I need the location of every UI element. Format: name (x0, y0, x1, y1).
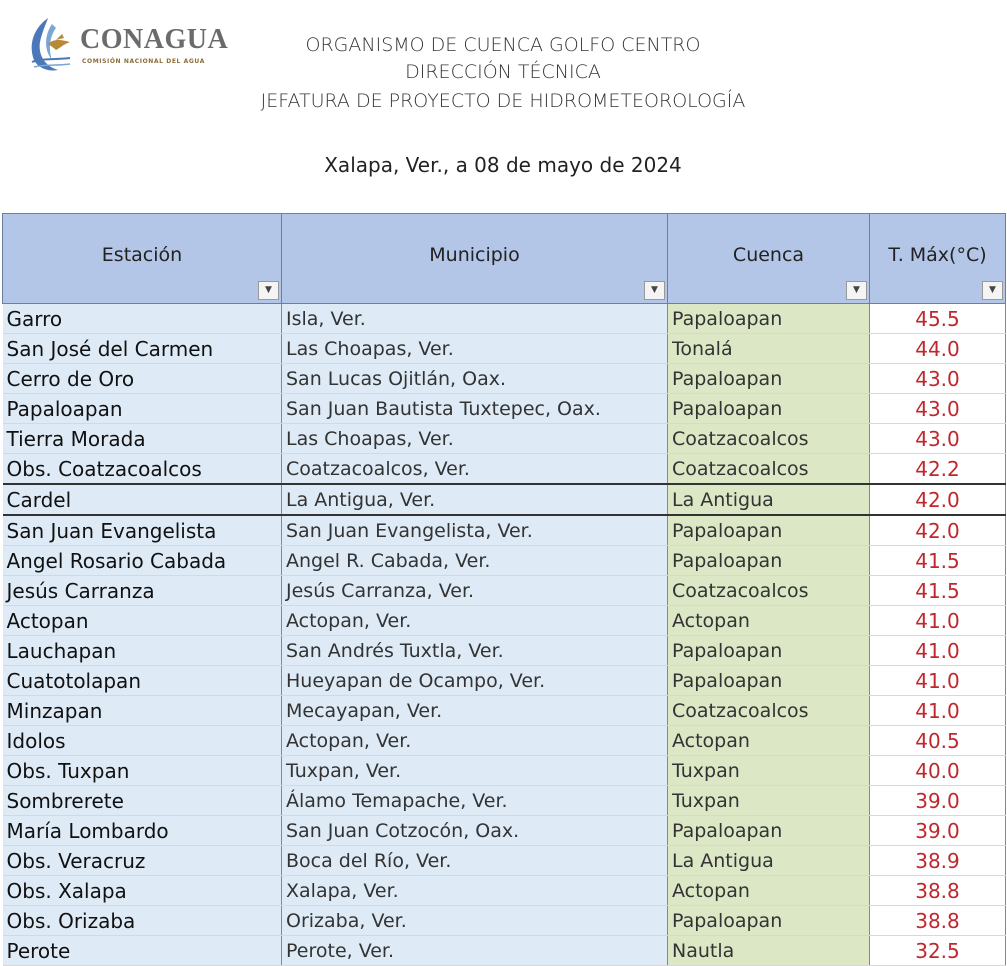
basin-cell: Coatzacoalcos (668, 424, 870, 454)
basin-cell: Coatzacoalcos (668, 454, 870, 485)
basin-cell: Tuxpan (668, 756, 870, 786)
municipality-cell: La Antigua, Ver. (282, 484, 668, 515)
max-temp-cell: 42.0 (870, 484, 1006, 515)
table-row (3, 756, 1006, 786)
basin-cell: Papaloapan (668, 304, 870, 334)
basin-cell: Actopan (668, 606, 870, 636)
municipality-cell: San Juan Cotzocón, Oax. (282, 816, 668, 846)
municipality-cell: Isla, Ver. (282, 304, 668, 334)
table-row (3, 515, 1006, 546)
basin-cell: Papaloapan (668, 666, 870, 696)
table-row (3, 726, 1006, 756)
table-row (3, 424, 1006, 454)
max-temp-cell: 43.0 (870, 394, 1006, 424)
station-cell: Obs. Veracruz (3, 846, 282, 876)
station-cell: María Lombardo (3, 816, 282, 846)
column-label: Estación (101, 243, 183, 266)
municipality-cell: San Lucas Ojitlán, Oax. (282, 364, 668, 394)
station-cell: Actopan (3, 606, 282, 636)
max-temp-cell: 43.0 (870, 424, 1006, 454)
max-temp-cell: 39.0 (870, 786, 1006, 816)
conagua-emblem-icon (26, 14, 76, 74)
table-row (3, 364, 1006, 394)
table-row (3, 334, 1006, 364)
municipality-cell: Las Choapas, Ver. (282, 424, 668, 454)
basin-cell: Papaloapan (668, 364, 870, 394)
station-cell: Sombrerete (3, 786, 282, 816)
basin-cell: Actopan (668, 876, 870, 906)
temperature-table (2, 213, 1006, 966)
station-cell: Tierra Morada (3, 424, 282, 454)
column-header-max-temp (870, 214, 1006, 304)
basin-cell: Tonalá (668, 334, 870, 364)
municipality-cell: Hueyapan de Ocampo, Ver. (282, 666, 668, 696)
table-row (3, 846, 1006, 876)
station-cell: Lauchapan (3, 636, 282, 666)
max-temp-cell: 39.0 (870, 816, 1006, 846)
table-row (3, 546, 1006, 576)
max-temp-cell: 41.0 (870, 696, 1006, 726)
station-cell: San José del Carmen (3, 334, 282, 364)
column-label: Municipio (429, 243, 520, 266)
table-row (3, 906, 1006, 936)
municipality-cell: Perote, Ver. (282, 936, 668, 966)
table-row (3, 606, 1006, 636)
column-label: T. Máx(°C) (888, 243, 987, 266)
basin-cell: La Antigua (668, 846, 870, 876)
logo-subtitle: COMISIÓN NACIONAL DEL AGUA (82, 58, 205, 65)
municipality-cell: Actopan, Ver. (282, 726, 668, 756)
table-body (3, 304, 1006, 966)
station-cell: Papaloapan (3, 394, 282, 424)
municipality-cell: Álamo Temapache, Ver. (282, 786, 668, 816)
municipality-cell: Coatzacoalcos, Ver. (282, 454, 668, 485)
table-row (3, 786, 1006, 816)
basin-cell: Tuxpan (668, 786, 870, 816)
report-date: Xalapa, Ver., a 08 de mayo de 2024 (324, 153, 682, 177)
table-row (3, 304, 1006, 334)
basin-cell: Nautla (668, 936, 870, 966)
basin-cell: Papaloapan (668, 906, 870, 936)
max-temp-cell: 41.0 (870, 606, 1006, 636)
municipality-cell: Angel R. Cabada, Ver. (282, 546, 668, 576)
table-row (3, 394, 1006, 424)
station-cell: Obs. Orizaba (3, 906, 282, 936)
max-temp-cell: 45.5 (870, 304, 1006, 334)
filter-dropdown-icon[interactable]: ▼ (982, 281, 1003, 300)
max-temp-cell: 43.0 (870, 364, 1006, 394)
municipality-cell: San Juan Evangelista, Ver. (282, 515, 668, 546)
station-cell: Garro (3, 304, 282, 334)
max-temp-cell: 40.0 (870, 756, 1006, 786)
max-temp-cell: 41.5 (870, 546, 1006, 576)
station-cell: Obs. Xalapa (3, 876, 282, 906)
municipality-cell: Xalapa, Ver. (282, 876, 668, 906)
municipality-cell: San Juan Bautista Tuxtepec, Oax. (282, 394, 668, 424)
max-temp-cell: 42.2 (870, 454, 1006, 485)
municipality-cell: Actopan, Ver. (282, 606, 668, 636)
municipality-cell: Las Choapas, Ver. (282, 334, 668, 364)
table-row (3, 636, 1006, 666)
max-temp-cell: 38.9 (870, 846, 1006, 876)
station-cell: San Juan Evangelista (3, 515, 282, 546)
header-project: JEFATURA DE PROYECTO DE HIDROMETEOROLOGÍA (260, 90, 746, 112)
basin-cell: Papaloapan (668, 394, 870, 424)
logo-name: CONAGUA (80, 24, 229, 55)
station-cell: Cuatotolapan (3, 666, 282, 696)
table-row (3, 454, 1006, 485)
station-cell: Obs. Coatzacoalcos (3, 454, 282, 485)
station-cell: Cerro de Oro (3, 364, 282, 394)
max-temp-cell: 32.5 (870, 936, 1006, 966)
column-label: Cuenca (732, 243, 805, 266)
station-cell: Angel Rosario Cabada (3, 546, 282, 576)
table-row (3, 816, 1006, 846)
table-header-row (3, 214, 1006, 304)
basin-cell: Papaloapan (668, 816, 870, 846)
filter-dropdown-icon[interactable]: ▼ (258, 281, 279, 300)
column-header-basin (668, 214, 870, 304)
max-temp-cell: 38.8 (870, 906, 1006, 936)
station-cell: Idolos (3, 726, 282, 756)
table-row (3, 936, 1006, 966)
filter-dropdown-icon[interactable]: ▼ (644, 281, 665, 300)
municipality-cell: San Andrés Tuxtla, Ver. (282, 636, 668, 666)
table-row (3, 484, 1006, 515)
municipality-cell: Orizaba, Ver. (282, 906, 668, 936)
max-temp-cell: 41.5 (870, 576, 1006, 606)
station-cell: Jesús Carranza (3, 576, 282, 606)
max-temp-cell: 41.0 (870, 636, 1006, 666)
column-header-station (3, 214, 282, 304)
header-organism: ORGANISMO DE CUENCA GOLFO CENTRO (305, 34, 701, 56)
municipality-cell: Tuxpan, Ver. (282, 756, 668, 786)
max-temp-cell: 40.5 (870, 726, 1006, 756)
table-row (3, 876, 1006, 906)
basin-cell: La Antigua (668, 484, 870, 515)
table-row (3, 666, 1006, 696)
header-direction: DIRECCIÓN TÉCNICA (405, 61, 601, 83)
table-row (3, 696, 1006, 726)
filter-dropdown-icon[interactable]: ▼ (846, 281, 867, 300)
municipality-cell: Boca del Río, Ver. (282, 846, 668, 876)
station-cell: Obs. Tuxpan (3, 756, 282, 786)
basin-cell: Papaloapan (668, 515, 870, 546)
basin-cell: Papaloapan (668, 636, 870, 666)
column-header-municipality (282, 214, 668, 304)
max-temp-cell: 42.0 (870, 515, 1006, 546)
max-temp-cell: 41.0 (870, 666, 1006, 696)
station-cell: Perote (3, 936, 282, 966)
table-row (3, 576, 1006, 606)
max-temp-cell: 38.8 (870, 876, 1006, 906)
municipality-cell: Mecayapan, Ver. (282, 696, 668, 726)
basin-cell: Actopan (668, 726, 870, 756)
basin-cell: Coatzacoalcos (668, 696, 870, 726)
basin-cell: Papaloapan (668, 546, 870, 576)
station-cell: Minzapan (3, 696, 282, 726)
station-cell: Cardel (3, 484, 282, 515)
max-temp-cell: 44.0 (870, 334, 1006, 364)
basin-cell: Coatzacoalcos (668, 576, 870, 606)
municipality-cell: Jesús Carranza, Ver. (282, 576, 668, 606)
